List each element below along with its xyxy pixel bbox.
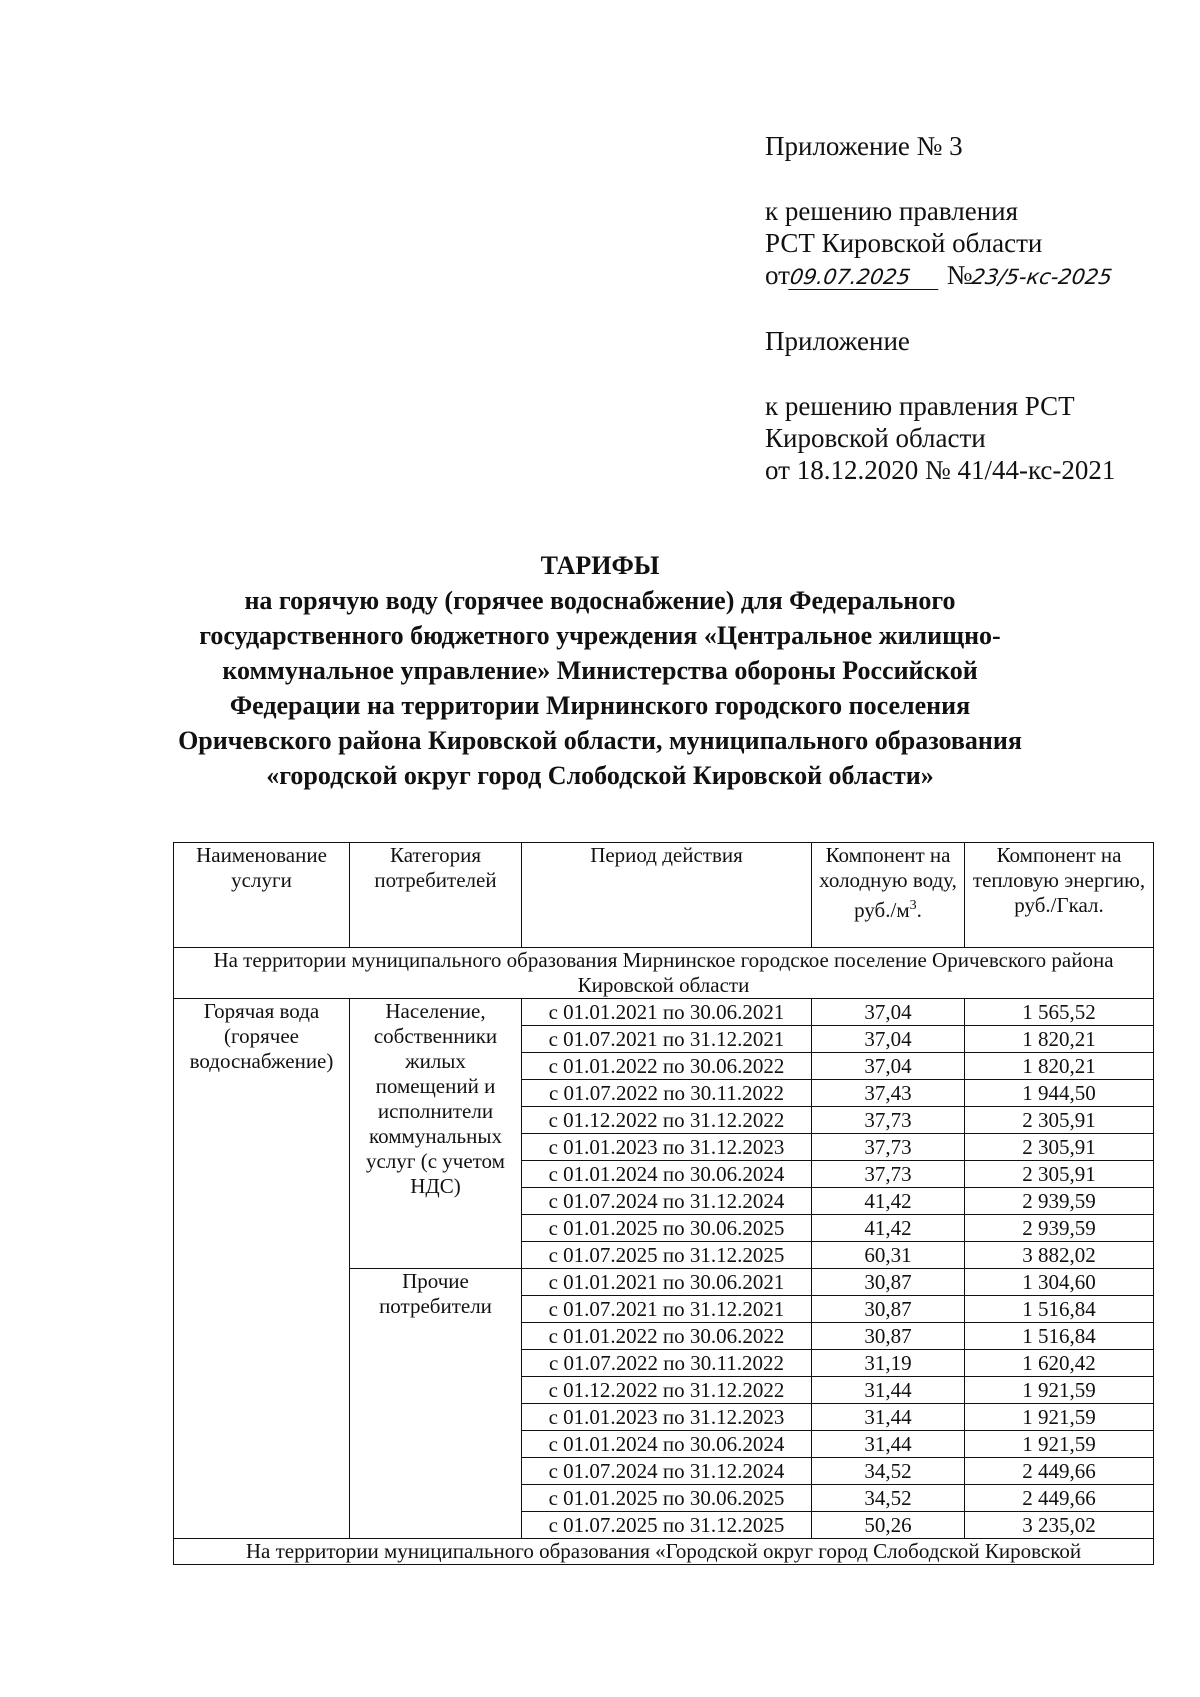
period-cell: с 01.07.2024 по 31.12.2024	[522, 1188, 812, 1215]
cold-value-cell: 30,87	[812, 1296, 965, 1323]
period-cell: с 01.07.2022 по 30.11.2022	[522, 1080, 812, 1107]
period-cell: с 01.01.2024 по 30.06.2024	[522, 1161, 812, 1188]
ref-line-1: к решению правления РСТ	[765, 391, 1075, 421]
heat-value-cell: 2 305,91	[965, 1161, 1154, 1188]
header-service: Наименование услуги	[174, 843, 350, 948]
document-title	[100, 548, 1100, 793]
heat-value-cell: 2 449,66	[965, 1458, 1154, 1485]
handwritten-number: 23/5-кс-2025	[970, 265, 1115, 289]
header-heat-component: Компонент на тепловую энергию, руб./Гкал.	[965, 843, 1154, 948]
cold-value-cell: 34,52	[812, 1485, 965, 1512]
decision-line-1: к решению правления	[765, 196, 1019, 226]
appendix-label-text: Приложение	[765, 326, 910, 356]
appendix-label	[765, 325, 1185, 357]
heat-value-cell: 1 620,42	[965, 1350, 1154, 1377]
header-cold-component	[812, 843, 965, 948]
heat-value-cell: 3 882,02	[965, 1242, 1154, 1269]
title-line: государственного бюджетного учреждения «Центральное жилищно-	[199, 621, 1001, 650]
heat-value-cell: 2 449,66	[965, 1485, 1154, 1512]
heat-value-cell: 1 516,84	[965, 1323, 1154, 1350]
heat-value-cell: 1 820,21	[965, 1053, 1154, 1080]
period-cell: с 01.01.2021 по 30.06.2021	[522, 999, 812, 1026]
title-line: коммунальное управление» Министерства обороны Российской	[222, 656, 978, 685]
section-title-slobodskoy: На территории муниципального образования «Городской округ город Слободской Кировской	[174, 1539, 1154, 1565]
service-name-cell: Горячая вода (горячее водоснабжение)	[174, 999, 350, 1539]
cold-value-cell: 37,73	[812, 1161, 965, 1188]
period-cell: с 01.01.2021 по 30.06.2021	[522, 1269, 812, 1296]
decision-date-number	[765, 259, 1185, 291]
period-cell: с 01.07.2024 по 31.12.2024	[522, 1458, 812, 1485]
decision-reference	[765, 195, 1185, 291]
cold-value-cell: 34,52	[812, 1458, 965, 1485]
date-prefix: от	[765, 260, 790, 290]
period-cell: с 01.12.2022 по 31.12.2022	[522, 1107, 812, 1134]
period-cell: с 01.07.2025 по 31.12.2025	[522, 1242, 812, 1269]
cold-value-cell: 30,87	[812, 1269, 965, 1296]
heat-value-cell: 1 944,50	[965, 1080, 1154, 1107]
period-cell: с 01.01.2025 по 30.06.2025	[522, 1215, 812, 1242]
period-cell: с 01.07.2025 по 31.12.2025	[522, 1512, 812, 1539]
header-cold-text: Компонент на холодную воду, руб./м	[819, 843, 957, 922]
handwritten-date: 09.07.2025	[788, 265, 942, 290]
section-row	[174, 1539, 1154, 1565]
table-header-row	[174, 843, 1154, 948]
cold-value-cell: 30,87	[812, 1323, 965, 1350]
cold-value-cell: 50,26	[812, 1512, 965, 1539]
period-cell: с 01.01.2023 по 31.12.2023	[522, 1404, 812, 1431]
period-cell: с 01.07.2021 по 31.12.2021	[522, 1026, 812, 1053]
header-category: Категория потребителей	[350, 843, 522, 948]
cold-value-cell: 37,73	[812, 1107, 965, 1134]
cold-value-cell: 41,42	[812, 1215, 965, 1242]
table-row	[174, 999, 1154, 1026]
section-row	[174, 948, 1154, 999]
cold-value-cell: 31,19	[812, 1350, 965, 1377]
period-cell: с 01.01.2025 по 30.06.2025	[522, 1485, 812, 1512]
period-cell: с 01.07.2021 по 31.12.2021	[522, 1296, 812, 1323]
period-cell: с 01.07.2022 по 30.11.2022	[522, 1350, 812, 1377]
title-heading: ТАРИФЫ	[540, 551, 660, 580]
heat-value-cell: 2 305,91	[965, 1134, 1154, 1161]
cold-value-cell: 37,04	[812, 1053, 965, 1080]
section-title-mirny: На территории муниципального образования Мирнинское городское поселение Оричевского района Кировской области	[174, 948, 1154, 999]
number-prefix: №	[946, 260, 973, 290]
cold-value-cell: 37,04	[812, 1026, 965, 1053]
cold-value-cell: 31,44	[812, 1377, 965, 1404]
heat-value-cell: 1 921,59	[965, 1377, 1154, 1404]
title-line: «городской округ город Слободской Кировской области»	[266, 761, 934, 790]
heat-value-cell: 3 235,02	[965, 1512, 1154, 1539]
category-cell: Население, собственники жилых помещений и исполнители коммунальных услуг (с учетом НДС)	[350, 999, 522, 1269]
period-cell: с 01.01.2022 по 30.06.2022	[522, 1323, 812, 1350]
heat-value-cell: 1 921,59	[965, 1431, 1154, 1458]
title-line: Оричевского района Кировской области, муниципального образования	[178, 726, 1022, 755]
title-line: на горячую воду (горячее водоснабжение) для Федерального	[244, 586, 956, 615]
heat-value-cell: 2 939,59	[965, 1215, 1154, 1242]
ref-line-3: от 18.12.2020 № 41/44-кс-2021	[765, 455, 1116, 485]
heat-value-cell: 1 516,84	[965, 1296, 1154, 1323]
header-cold-sup: 3	[909, 898, 917, 913]
heat-value-cell: 2 939,59	[965, 1188, 1154, 1215]
category-cell: Прочие потребители	[350, 1269, 522, 1539]
cold-value-cell: 60,31	[812, 1242, 965, 1269]
heat-value-cell: 1 304,60	[965, 1269, 1154, 1296]
title-line: Федерации на территории Мирнинского городского поселения	[229, 691, 971, 720]
cold-value-cell: 37,73	[812, 1134, 965, 1161]
header-cold-dot: .	[916, 898, 922, 922]
tariffs-table	[173, 842, 1154, 1565]
original-decision-reference	[765, 390, 1185, 486]
cold-value-cell: 31,44	[812, 1431, 965, 1458]
cold-value-cell: 41,42	[812, 1188, 965, 1215]
period-cell: с 01.12.2022 по 31.12.2022	[522, 1377, 812, 1404]
heat-value-cell: 1 565,52	[965, 999, 1154, 1026]
appendix-number: Приложение № 3	[765, 131, 963, 161]
cold-value-cell: 31,44	[812, 1404, 965, 1431]
period-cell: с 01.01.2023 по 31.12.2023	[522, 1134, 812, 1161]
heat-value-cell: 1 820,21	[965, 1026, 1154, 1053]
header-period: Период действия	[522, 843, 812, 948]
appendix-header	[765, 130, 1185, 162]
period-cell: с 01.01.2024 по 30.06.2024	[522, 1431, 812, 1458]
period-cell: с 01.01.2022 по 30.06.2022	[522, 1053, 812, 1080]
decision-line-2: РСТ Кировской области	[765, 228, 1043, 258]
cold-value-cell: 37,04	[812, 999, 965, 1026]
heat-value-cell: 1 921,59	[965, 1404, 1154, 1431]
cold-value-cell: 37,43	[812, 1080, 965, 1107]
heat-value-cell: 2 305,91	[965, 1107, 1154, 1134]
ref-line-2: Кировской области	[765, 423, 986, 453]
